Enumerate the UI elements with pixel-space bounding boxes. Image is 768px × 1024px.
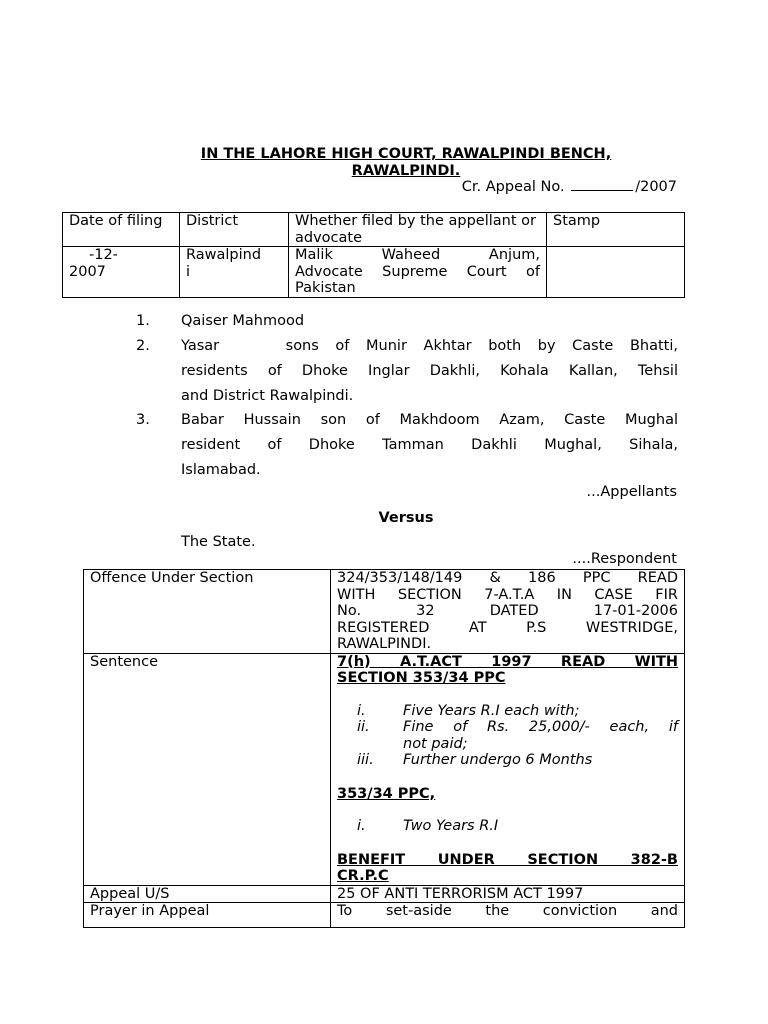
sentence-item-text: Further undergo 6 Months <box>403 752 593 768</box>
sentence-heading-line1: 7(h) A.T.ACT 1997 READ WITH <box>337 653 678 670</box>
party-text-line: Yasar sons of Munir Akhtar both by Caste Bhatti, <box>181 338 678 354</box>
sentence-row <box>84 653 685 885</box>
party-text-line: resident of Dhoke Tamman Dakhli Mughal, Sihala, <box>181 437 678 453</box>
ppc-item <box>337 818 678 835</box>
sentence-heading-line2: SECTION 353/34 PPC <box>337 670 506 686</box>
filing-table-row <box>63 247 685 298</box>
filing-table-header-row <box>63 213 685 247</box>
date-line2: 2007 <box>69 263 106 280</box>
offence-value <box>331 570 685 654</box>
cell-date-of-filing <box>63 247 180 298</box>
benefit-line1: BENEFIT UNDER SECTION 382-B <box>337 851 678 868</box>
appeal-number-blank <box>571 178 633 191</box>
party-number: 2. <box>136 338 150 354</box>
header-stamp: Stamp <box>547 213 685 247</box>
party-text-line: Babar Hussain son of Makhdoom Azam, Caste Mughal <box>181 412 678 428</box>
header-date-of-filing: Date of filing <box>63 213 180 247</box>
sentence-item-text: not paid; <box>403 735 468 752</box>
sentence-item-text: Fine of Rs. 25,000/- each, if <box>403 719 678 735</box>
header-district: District <box>180 213 289 247</box>
prayer-label: Prayer in Appeal <box>84 903 331 928</box>
cell-district <box>180 247 289 298</box>
sentence-item <box>337 752 678 769</box>
appeal-us-value: 25 OF ANTI TERRORISM ACT 1997 <box>331 885 685 903</box>
offence-line: 324/353/148/149 & 186 PPC READ <box>337 570 678 586</box>
versus-heading: Versus <box>378 510 434 526</box>
prayer-value: To set-aside the conviction and <box>331 903 685 928</box>
appeal-number <box>462 178 677 195</box>
party-text-line: Islamabad. <box>181 462 261 478</box>
ppc-item-text: Two Years R.I <box>403 818 499 834</box>
ppc-item-number: i. <box>357 818 366 834</box>
date-line1: -12- <box>89 247 118 263</box>
respondent-label: ....Respondent <box>572 551 677 567</box>
case-details-table <box>83 569 685 928</box>
cell-filed-by <box>289 247 547 298</box>
party-text-line: and District Rawalpindi. <box>181 388 354 404</box>
sentence-item-text: Five Years R.I each with; <box>403 702 580 719</box>
sentence-value <box>331 653 685 885</box>
district-line2: i <box>186 263 191 280</box>
appeal-us-row <box>84 885 685 903</box>
benefit-line2: CR.P.C <box>337 868 389 884</box>
sentence-item-number: ii. <box>357 719 370 735</box>
party-text-line: Qaiser Mahmood <box>181 313 305 329</box>
sentence-item <box>337 703 678 720</box>
filed-by-line2: Advocate Supreme Court of <box>295 263 540 280</box>
court-title-line1: IN THE LAHORE HIGH COURT, RAWALPINDI BENCH, <box>200 146 612 162</box>
appellants-label: ...Appellants <box>586 484 677 500</box>
party-number: 3. <box>136 412 150 428</box>
respondent-name: The State. <box>181 534 256 550</box>
district-line1: Rawalpind <box>186 247 262 263</box>
sentence-item-number: i. <box>357 702 366 719</box>
offence-line: RAWALPINDI. <box>337 636 432 652</box>
offence-row <box>84 570 685 654</box>
offence-label: Offence Under Section <box>84 570 331 654</box>
sentence-item <box>337 719 678 752</box>
prayer-row <box>84 903 685 928</box>
sentence-label: Sentence <box>84 653 331 885</box>
appeal-number-prefix: Cr. Appeal No. <box>461 179 565 195</box>
party-number: 1. <box>136 313 150 329</box>
header-filed-by: Whether filed by the appellant or advocate <box>289 213 547 247</box>
offence-line: WITH SECTION 7-A.T.A IN CASE FIR <box>337 586 678 603</box>
appeal-number-suffix: /2007 <box>635 179 677 195</box>
sentence-item-number: iii. <box>357 752 374 768</box>
filed-by-line1: Malik Waheed Anjum, <box>295 247 540 263</box>
ppc-heading: 353/34 PPC, <box>337 785 436 802</box>
offence-line: REGISTERED AT P.S WESTRIDGE, <box>337 619 678 636</box>
appeal-us-label: Appeal U/S <box>84 885 331 903</box>
court-title-line2: RAWALPINDI. <box>351 163 461 179</box>
cell-stamp <box>547 247 685 298</box>
offence-line: No. 32 DATED 17-01-2006 <box>337 603 678 619</box>
party-text-line: residents of Dhoke Inglar Dakhli, Kohala Kallan, Tehsil <box>181 363 678 379</box>
filing-table <box>62 212 685 298</box>
filed-by-line3: Pakistan <box>295 280 356 296</box>
